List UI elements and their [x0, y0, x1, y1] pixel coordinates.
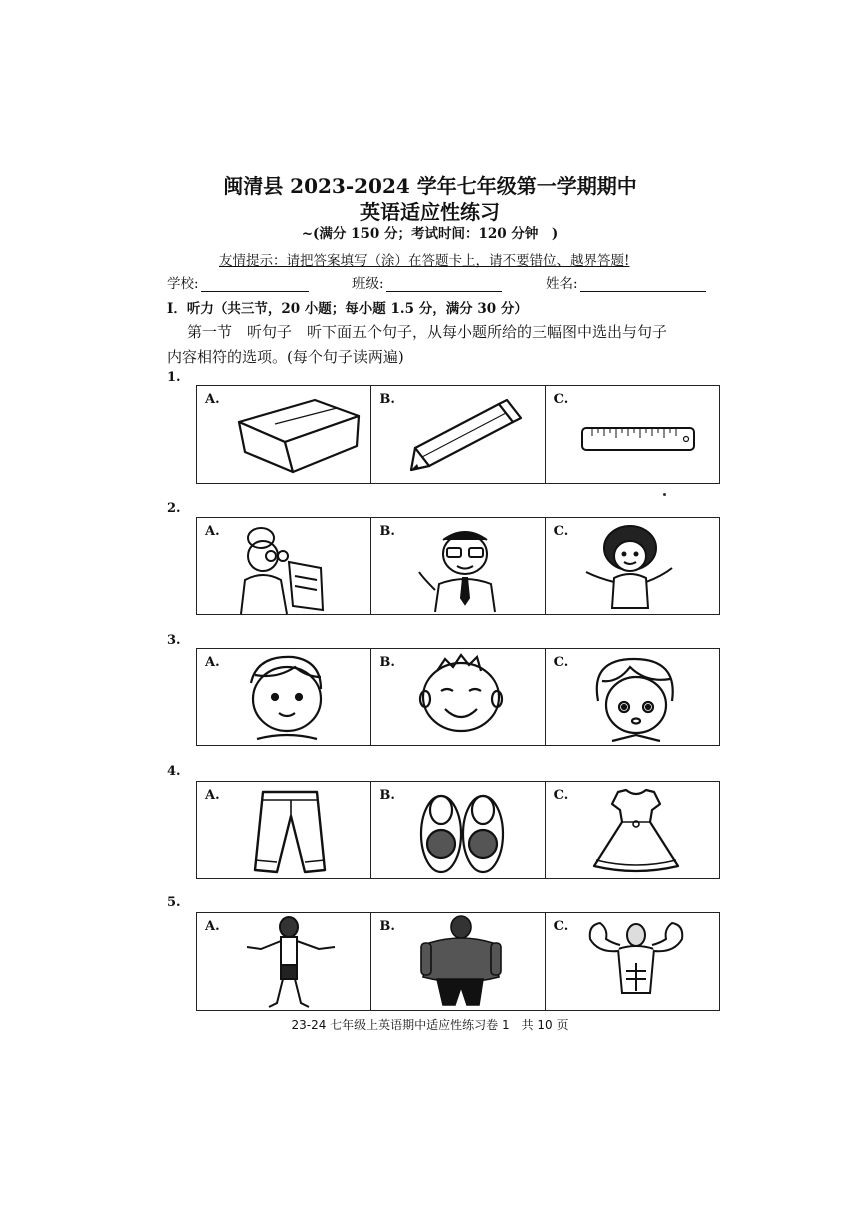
name-label: 姓名:: [546, 276, 578, 292]
school-blank[interactable]: [201, 277, 309, 292]
option-b[interactable]: [371, 649, 545, 745]
option-label: B.: [379, 655, 395, 670]
question-number: 4.: [167, 764, 181, 779]
question-number: 5.: [167, 895, 181, 910]
option-a[interactable]: [197, 518, 371, 614]
option-label: C.: [553, 392, 569, 407]
boy-face-icon: [197, 649, 379, 745]
option-c[interactable]: [546, 913, 719, 1010]
option-label: B.: [379, 524, 395, 539]
option-label: A.: [205, 919, 220, 934]
option-label: B.: [379, 788, 395, 803]
question-number: 2.: [167, 501, 181, 516]
ruler-icon: [546, 386, 720, 483]
question-number: 1.: [167, 370, 181, 385]
dress-icon: [546, 782, 728, 878]
option-c[interactable]: [546, 782, 719, 878]
school-field: [167, 272, 309, 292]
exam-title: 闽清县 2023-2024 学年七年级第一学期期中: [223, 174, 637, 198]
shoes-icon: [371, 782, 553, 878]
thin-man-icon: [197, 913, 379, 1010]
option-label: B.: [379, 392, 395, 407]
exam-score-time: ~(满分 150 分；考试时间：120 分钟 ): [301, 226, 559, 242]
child-face-icon: [546, 649, 728, 745]
scan-speck: [663, 493, 666, 496]
pencil-icon: [371, 386, 545, 483]
section-heading: I．听力（共三节，20 小题；每小题 1.5 分，满分 30 分）: [167, 301, 528, 317]
option-b[interactable]: [371, 782, 545, 878]
fat-man-icon: [371, 913, 553, 1010]
exam-subtitle: 英语适应性练习: [360, 200, 500, 224]
option-label: B.: [379, 919, 395, 934]
eraser-icon: [197, 386, 371, 483]
option-c[interactable]: [546, 386, 719, 483]
option-a[interactable]: [197, 913, 371, 1010]
question-4-options: [196, 781, 720, 879]
section-instruction-cont: 内容相符的选项。(每个句子读两遍): [167, 348, 404, 366]
option-label: C.: [553, 524, 569, 539]
class-blank[interactable]: [386, 277, 502, 292]
option-a[interactable]: [197, 782, 371, 878]
muscular-man-icon: [546, 913, 728, 1010]
boy-smiling-face-icon: [371, 649, 553, 745]
option-b[interactable]: [371, 518, 545, 614]
option-a[interactable]: [197, 386, 371, 483]
option-label: A.: [205, 392, 220, 407]
name-field: [546, 272, 706, 292]
page-footer: 23-24 七年级上英语期中适应性练习卷 1 共 10 页: [291, 1018, 569, 1032]
old-woman-reading-icon: [197, 518, 371, 614]
class-label: 班级:: [352, 276, 384, 292]
option-c[interactable]: [546, 518, 719, 614]
option-label: C.: [553, 919, 569, 934]
question-number: 3.: [167, 633, 181, 648]
option-label: A.: [205, 655, 220, 670]
trousers-icon: [197, 782, 379, 878]
question-5-options: [196, 912, 720, 1011]
option-label: A.: [205, 524, 220, 539]
option-b[interactable]: [371, 386, 545, 483]
option-b[interactable]: [371, 913, 545, 1010]
option-label: A.: [205, 788, 220, 803]
option-c[interactable]: [546, 649, 719, 745]
question-1-options: [196, 385, 720, 484]
option-label: C.: [553, 655, 569, 670]
man-with-glasses-icon: [371, 518, 545, 614]
friendly-tip: 友情提示：请把答案填写（涂）在答题卡上，请不要错位、越界答题!: [219, 253, 630, 269]
option-label: C.: [553, 788, 569, 803]
school-label: 学校:: [167, 276, 199, 292]
name-blank[interactable]: [580, 277, 706, 292]
question-3-options: [196, 648, 720, 746]
question-2-options: [196, 517, 720, 615]
section-instruction: 第一节 听句子 听下面五个句子，从每小题所给的三幅图中选出与句子: [187, 323, 668, 341]
class-field: [352, 272, 502, 292]
girl-curly-hair-icon: [546, 518, 720, 614]
option-a[interactable]: [197, 649, 371, 745]
